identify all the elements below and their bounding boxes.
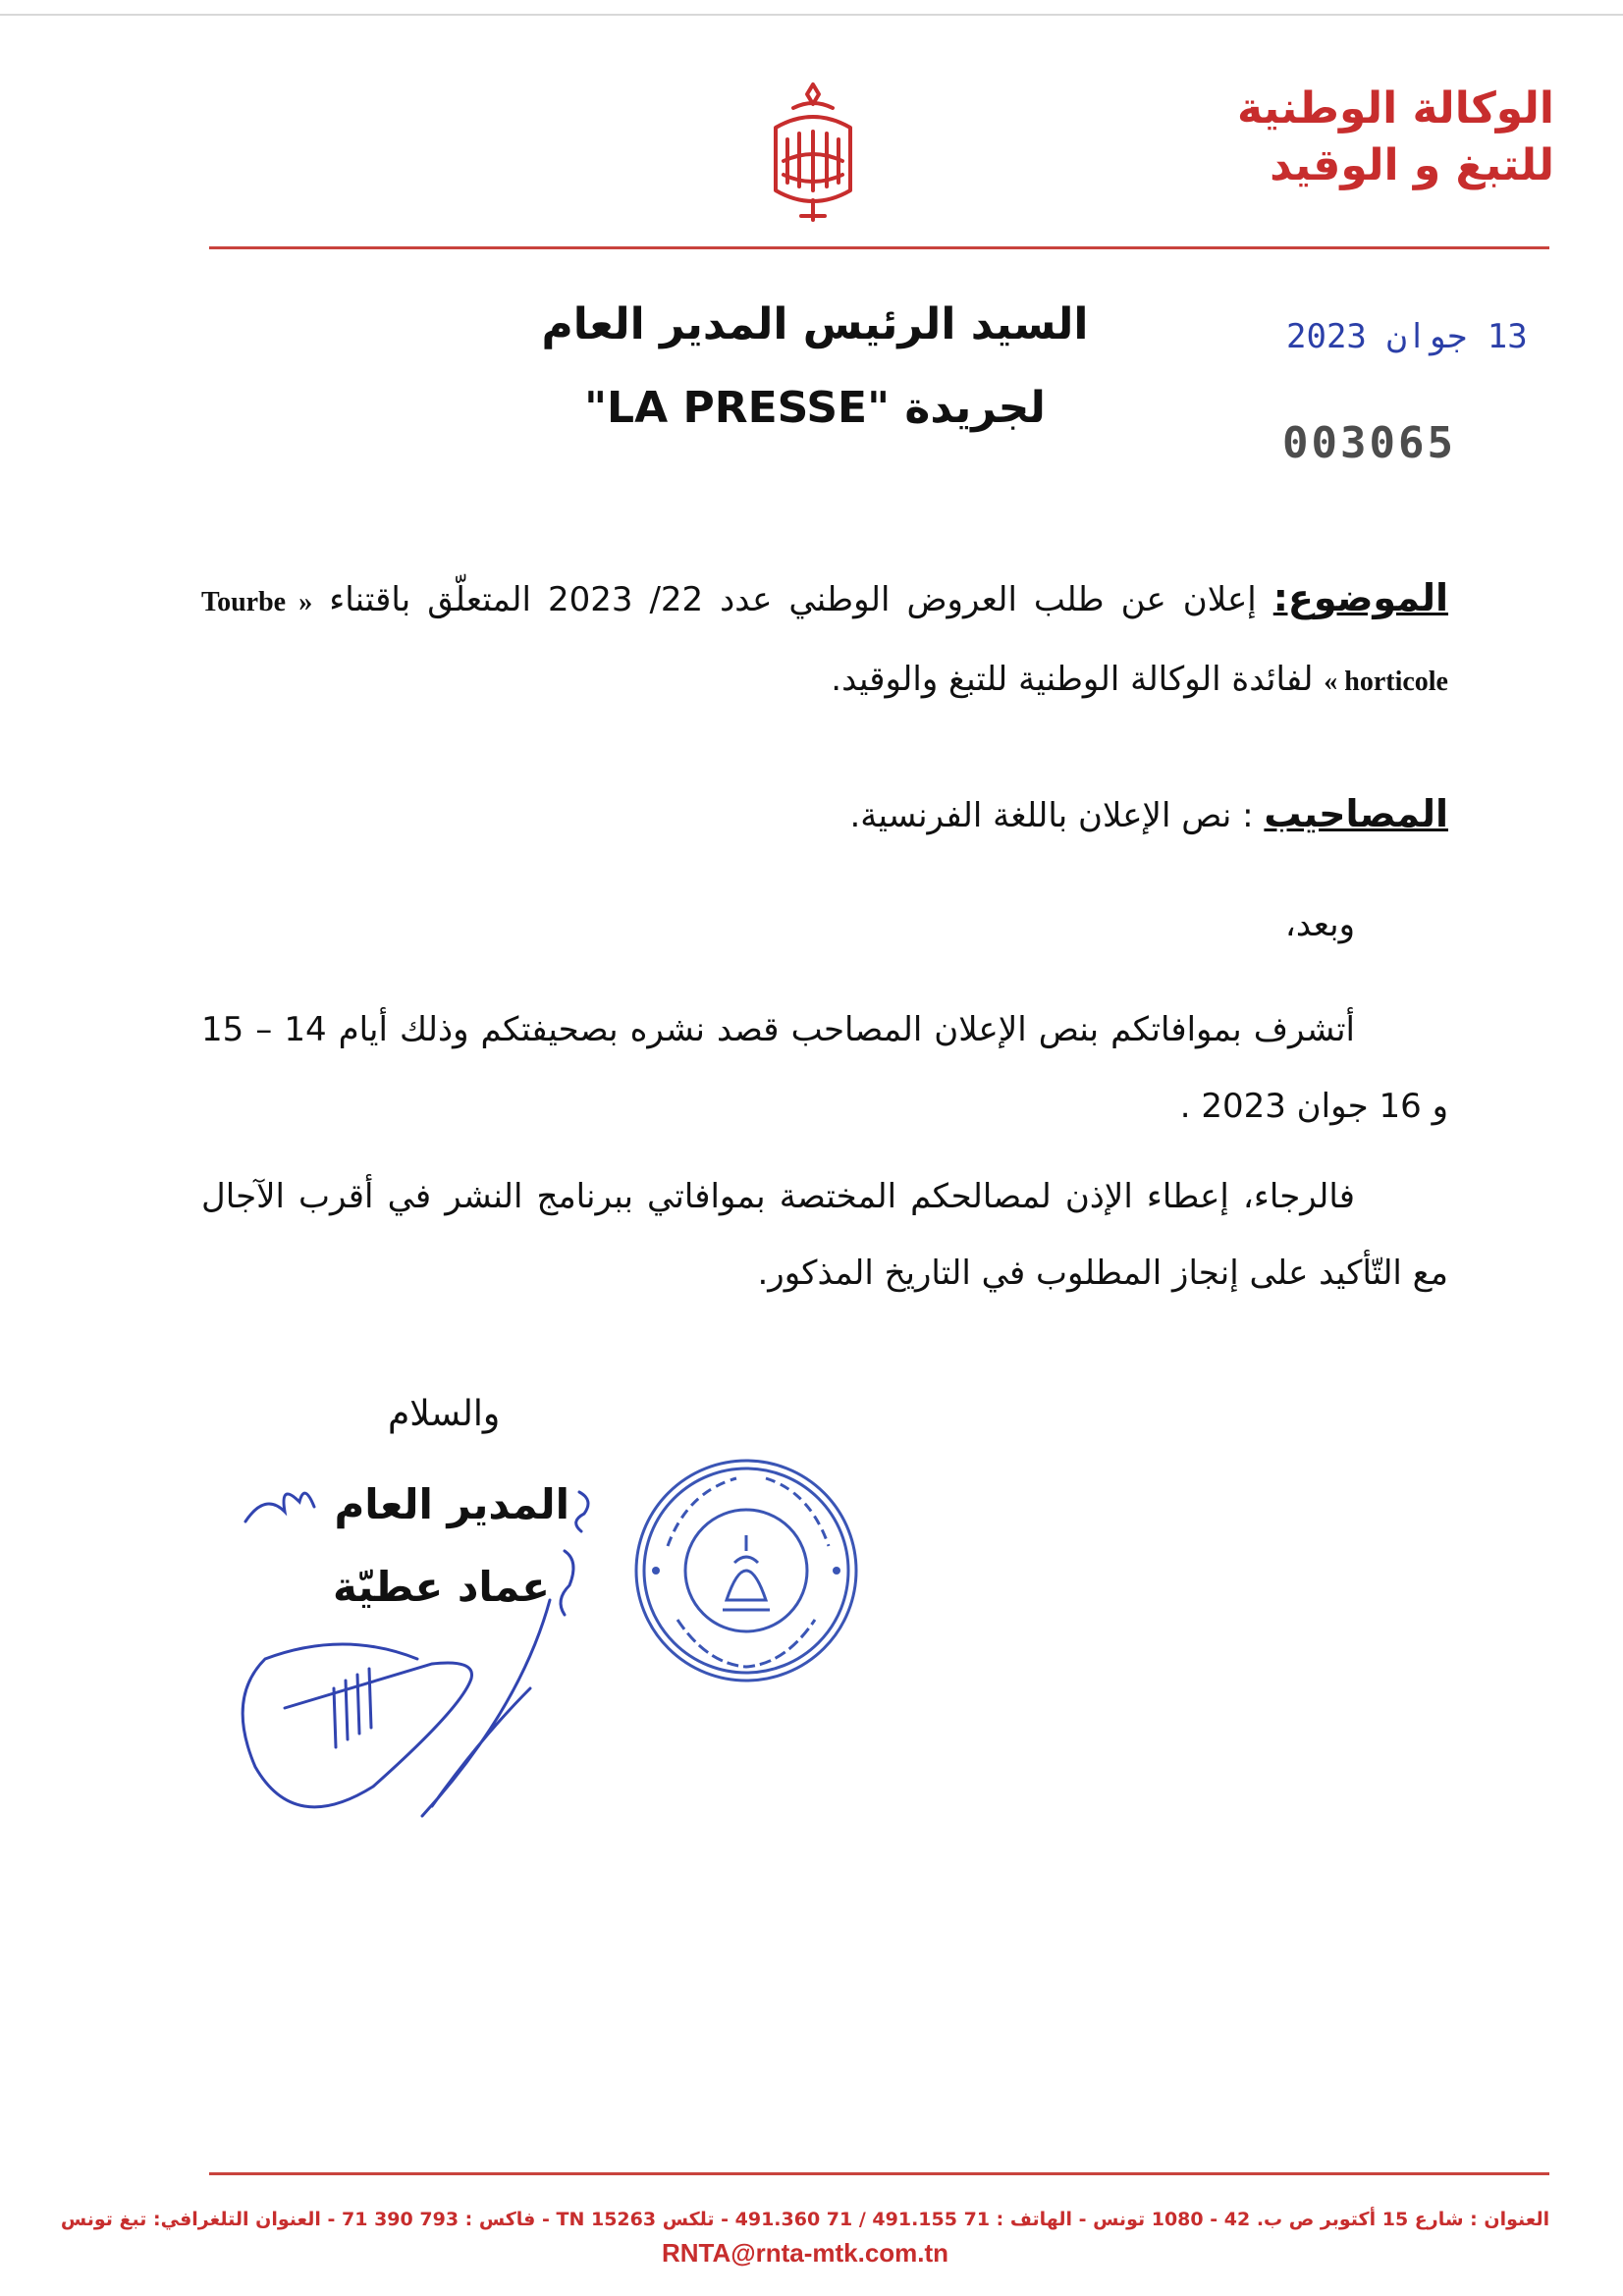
agency-name-line1: الوكالة الوطنية (1236, 83, 1554, 133)
footer-address: العنوان : شارع 15 أكتوبر ص ب. 42 - 1080 تونس - الهاتف : 71 491.155 / 71 491.360 - تلكس 15263 TN - فاكس : 793 390 71 - العنوان التلغرافي: تبغ تونس (60, 2209, 1550, 2230)
subject-paragraph (201, 560, 1448, 721)
attachments-line (201, 775, 1448, 854)
header-divider (209, 246, 1549, 249)
footer-divider (209, 2172, 1549, 2175)
subject-text-part1: إعلان عن طلب العروض الوطني عدد 22/ 2023 المتعلّق باقتناء (312, 580, 1273, 619)
recipient-line1: السيد الرئيس المدير العام (541, 299, 1089, 349)
recipient-line2: لجريدة "LA PRESSE" (584, 383, 1046, 433)
agency-logo-icon (754, 80, 872, 224)
footer-email[interactable]: RNTA@rnta-mtk.com.tn (661, 2238, 949, 2268)
attachments-label: المصاحيب (1264, 792, 1448, 835)
director-name: عماد عطيّة (332, 1563, 550, 1611)
director-title: المدير العام (334, 1480, 569, 1528)
body-paragraph-1: أتشرف بموافاتكم بنص الإعلان المصاحب قصد نشره بصحيفتكم وذلك أيام 14 – 15 و 16 جوان 2023 . (201, 1010, 1448, 1126)
agency-name-line2: للتبغ و الوقيد (1270, 140, 1554, 190)
body-paragraph-2: فالرجاء، إعطاء الإذن لمصالحكم المختصة بموافاتي ببرنامج النشر في أقرب الآجال مع التّأكيد على إنجاز المطلوب في التاريخ المذكور. (201, 1177, 1448, 1293)
handwritten-date: 13 جوان 2023 (1286, 317, 1528, 356)
top-scan-edge (0, 14, 1623, 16)
subject-quoted-term: « Tourbe horticole » (201, 587, 1448, 697)
attachments-text: : نص الإعلان باللغة الفرنسية. (849, 796, 1265, 835)
official-stamp-icon (628, 1453, 864, 1688)
closing-salutation: والسلام (388, 1394, 501, 1434)
subject-label: الموضوع: (1272, 576, 1449, 619)
agency-name (1142, 80, 1554, 194)
greeting: وبعد، (1284, 905, 1355, 944)
reference-number: 003065 (1282, 418, 1456, 468)
subject-text-part2: لفائدة الوكالة الوطنية للتبغ والوقيد. (831, 660, 1325, 699)
handwritten-signature (226, 1453, 638, 1885)
